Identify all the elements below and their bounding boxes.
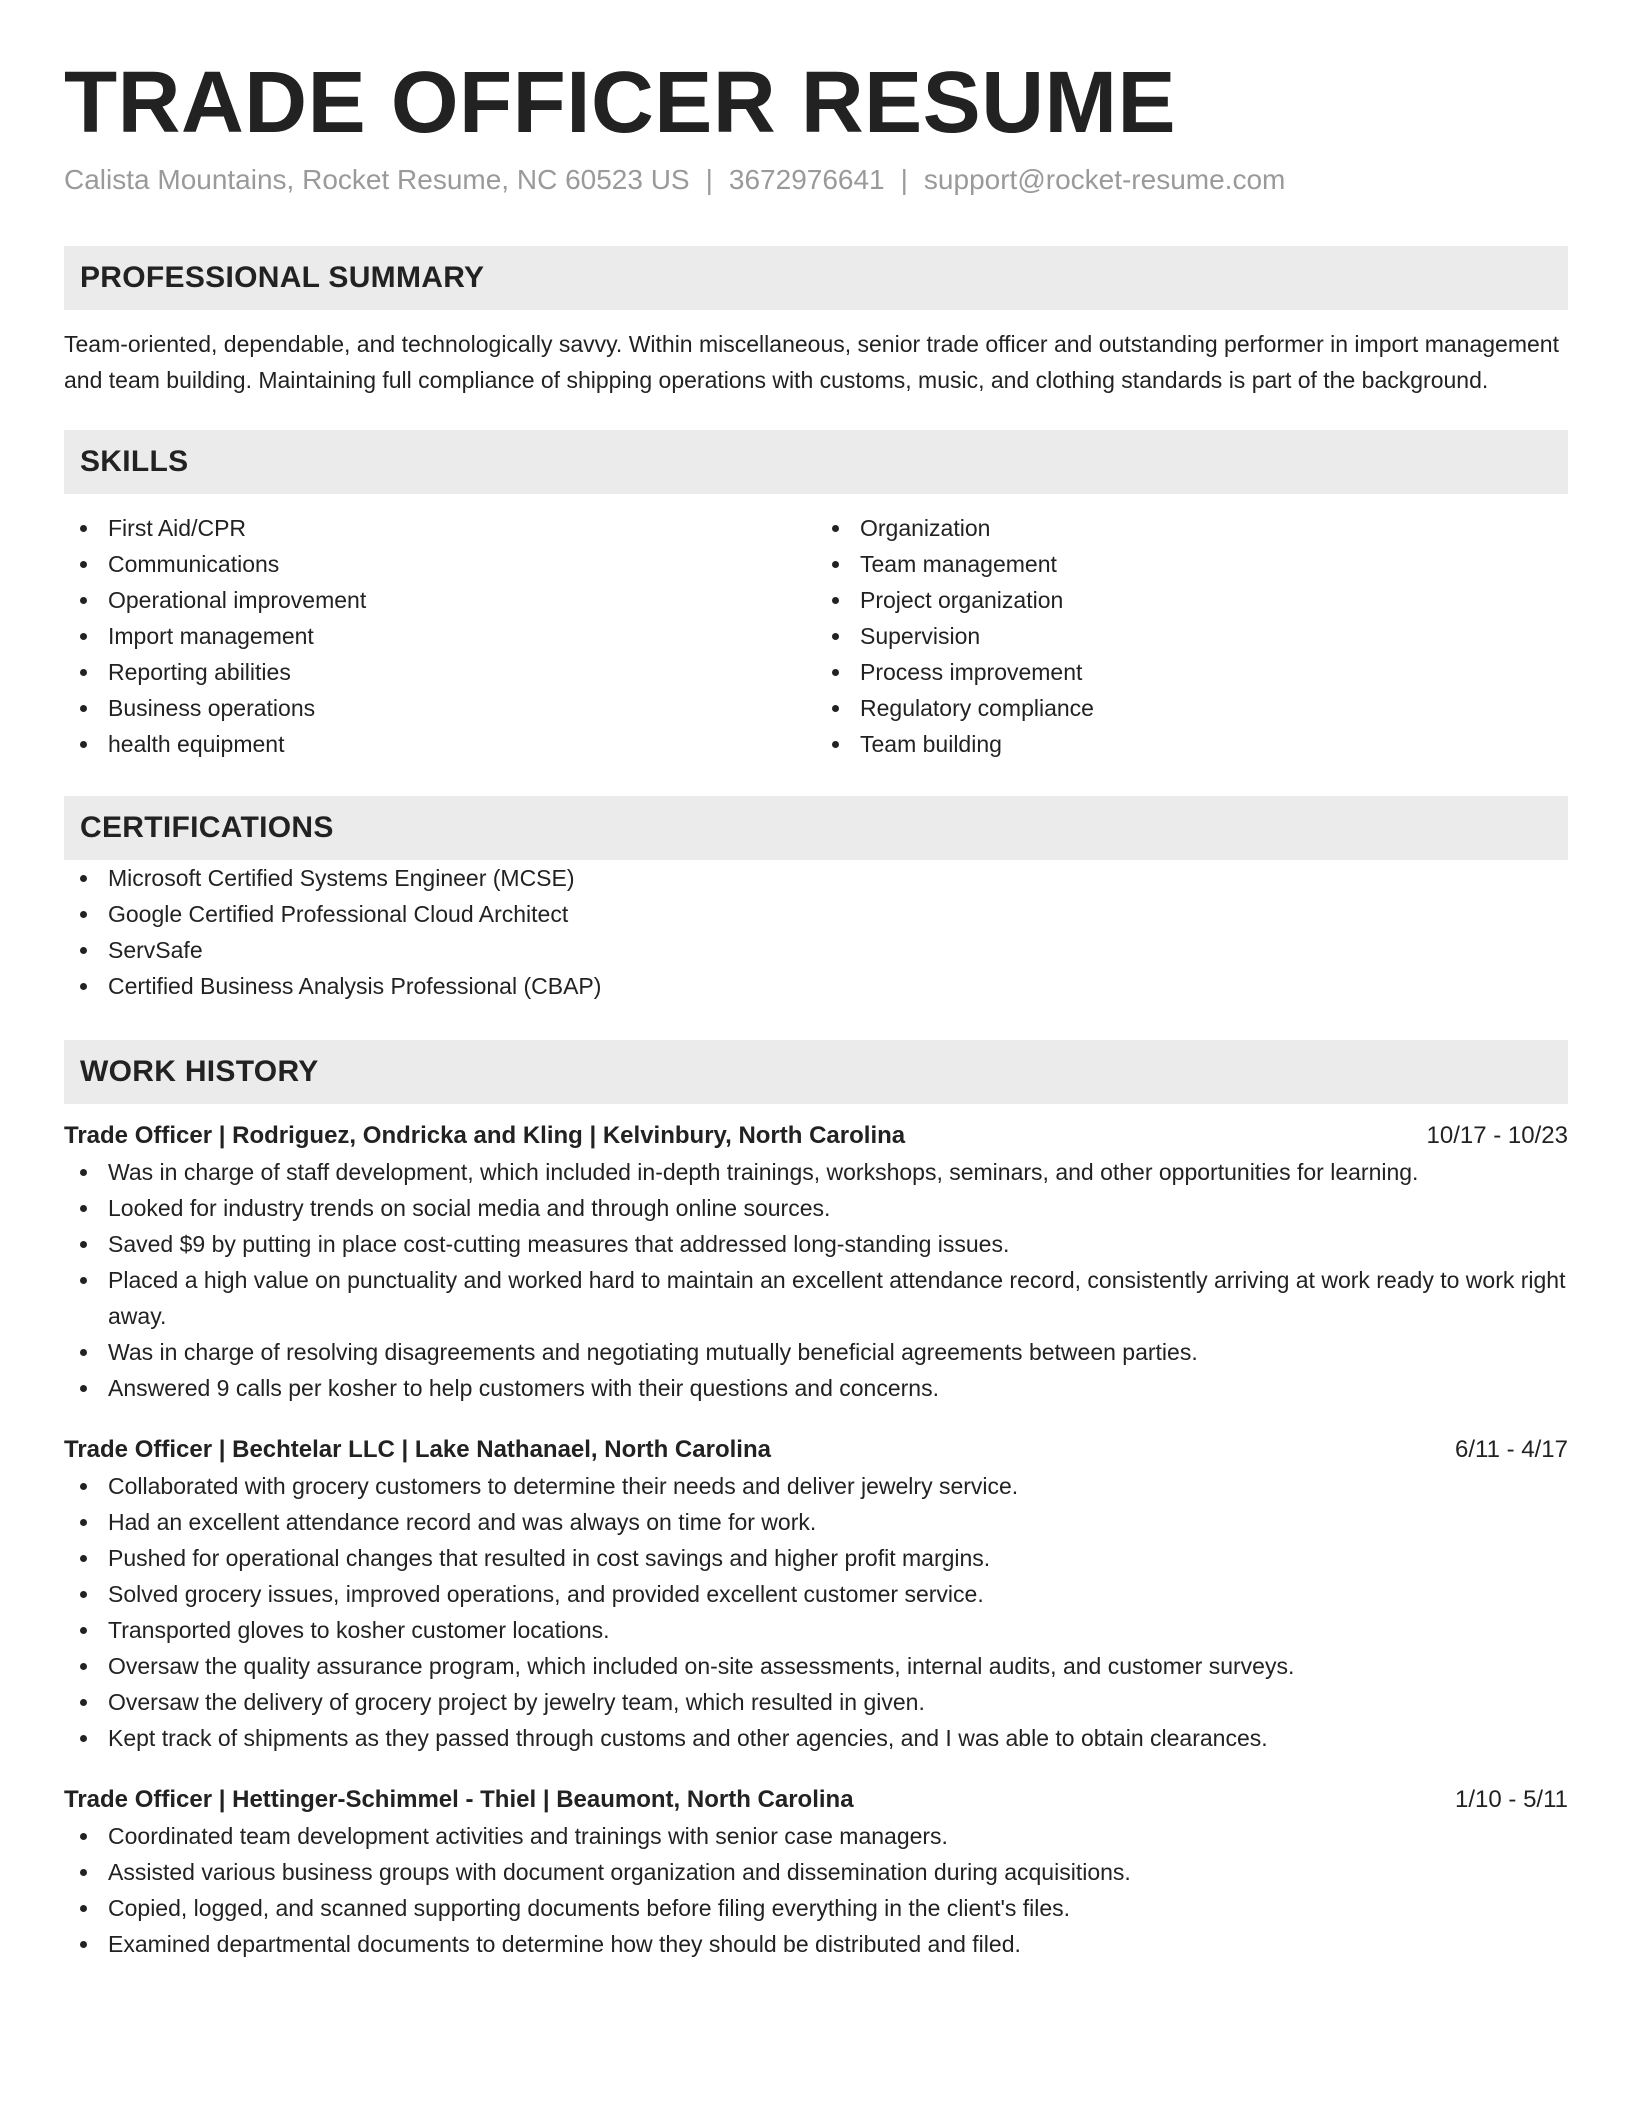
certification-item: Microsoft Certified Systems Engineer (MCSE) xyxy=(64,860,1568,896)
skill-item: Team building xyxy=(816,726,1568,762)
job-dates: 1/10 - 5/11 xyxy=(1455,1786,1568,1813)
skills-heading: SKILLS xyxy=(80,445,189,478)
certification-item: Certified Business Analysis Professional (CBAP) xyxy=(64,968,1568,1004)
contact-line xyxy=(64,162,1568,198)
job-title: Trade Officer | Bechtelar LLC | Lake Nathanael, North Carolina xyxy=(64,1436,771,1463)
skill-item: First Aid/CPR xyxy=(64,510,816,546)
job-entry xyxy=(64,1782,1568,1962)
job-duty: Had an excellent attendance record and was always on time for work. xyxy=(64,1504,1568,1540)
contact-separator: | xyxy=(705,164,713,195)
skill-item: Process improvement xyxy=(816,654,1568,690)
job-entry xyxy=(64,1432,1568,1756)
skill-item: Team management xyxy=(816,546,1568,582)
skill-item: Regulatory compliance xyxy=(816,690,1568,726)
job-duty: Copied, logged, and scanned supporting documents before filing everything in the client's files. xyxy=(64,1890,1568,1926)
skill-item: Communications xyxy=(64,546,816,582)
job-dates: 10/17 - 10/23 xyxy=(1426,1122,1568,1149)
contact-address: Calista Mountains, Rocket Resume, NC 60523 US xyxy=(64,164,690,195)
job-duty: Examined departmental documents to determine how they should be distributed and filed. xyxy=(64,1926,1568,1962)
job-duty: Transported gloves to kosher customer locations. xyxy=(64,1612,1568,1648)
skill-item: Business operations xyxy=(64,690,816,726)
summary-heading: PROFESSIONAL SUMMARY xyxy=(80,261,485,294)
job-duty: Kept track of shipments as they passed through customs and other agencies, and I was able to obtain clearances. xyxy=(64,1720,1568,1756)
job-duties-list xyxy=(64,1468,1568,1756)
page-title: TRADE OFFICER RESUME xyxy=(64,54,1177,151)
skill-item: Import management xyxy=(64,618,816,654)
job-duty: Oversaw the quality assurance program, which included on-site assessments, internal audits, and customer surveys. xyxy=(64,1648,1568,1684)
job-duty: Placed a high value on punctuality and worked hard to maintain an excellent attendance record, consistently arriving at work ready to work right away. xyxy=(64,1262,1568,1334)
job-header xyxy=(64,1432,1568,1468)
skill-item: Organization xyxy=(816,510,1568,546)
skill-item: Operational improvement xyxy=(64,582,816,618)
certifications-section-header xyxy=(64,796,1568,860)
contact-phone: 3672976641 xyxy=(728,164,885,195)
job-duty: Looked for industry trends on social media and through online sources. xyxy=(64,1190,1568,1226)
skill-item: Project organization xyxy=(816,582,1568,618)
certifications-heading: CERTIFICATIONS xyxy=(80,811,334,844)
job-dates: 6/11 - 4/17 xyxy=(1455,1436,1568,1463)
skills-column-right xyxy=(816,510,1568,762)
contact-email: support@rocket-resume.com xyxy=(923,164,1286,195)
summary-text: Team-oriented, dependable, and technologically savvy. Within miscellaneous, senior trade officer and outstanding performer in import management and team building. Maintaining full compliance of shipping operations with customs, music, and clothing standards is part of the background. xyxy=(64,331,1559,393)
contact-separator: | xyxy=(900,164,908,195)
skill-item: health equipment xyxy=(64,726,816,762)
certification-item: ServSafe xyxy=(64,932,1568,968)
job-duty: Saved $9 by putting in place cost-cutting measures that addressed long-standing issues. xyxy=(64,1226,1568,1262)
job-duty: Was in charge of resolving disagreements and negotiating mutually beneficial agreements between parties. xyxy=(64,1334,1568,1370)
skills-column-left xyxy=(64,510,816,762)
job-duties-list xyxy=(64,1818,1568,1962)
skills-grid xyxy=(64,510,1568,762)
job-header xyxy=(64,1118,1568,1154)
skills-list-right xyxy=(816,510,1568,762)
job-duty: Assisted various business groups with document organization and dissemination during acquisitions. xyxy=(64,1854,1568,1890)
job-duty: Answered 9 calls per kosher to help customers with their questions and concerns. xyxy=(64,1370,1568,1406)
job-duty: Was in charge of staff development, which included in-depth trainings, workshops, seminars, and other opportunities for learning. xyxy=(64,1154,1568,1190)
job-title: Trade Officer | Hettinger-Schimmel - Thiel | Beaumont, North Carolina xyxy=(64,1786,854,1813)
skills-section-header xyxy=(64,430,1568,494)
certifications-list xyxy=(64,860,1568,1004)
job-duty: Solved grocery issues, improved operations, and provided excellent customer service. xyxy=(64,1576,1568,1612)
summary-section-header xyxy=(64,246,1568,310)
job-title: Trade Officer | Rodriguez, Ondricka and Kling | Kelvinbury, North Carolina xyxy=(64,1122,906,1149)
skill-item: Reporting abilities xyxy=(64,654,816,690)
job-duty: Coordinated team development activities and trainings with senior case managers. xyxy=(64,1818,1568,1854)
job-entry xyxy=(64,1118,1568,1406)
job-duty: Oversaw the delivery of grocery project by jewelry team, which resulted in given. xyxy=(64,1684,1568,1720)
certification-item: Google Certified Professional Cloud Architect xyxy=(64,896,1568,932)
job-header xyxy=(64,1782,1568,1818)
work-section-header xyxy=(64,1040,1568,1104)
job-duty: Pushed for operational changes that resulted in cost savings and higher profit margins. xyxy=(64,1540,1568,1576)
skills-list-left xyxy=(64,510,816,762)
work-heading: WORK HISTORY xyxy=(80,1055,319,1088)
skill-item: Supervision xyxy=(816,618,1568,654)
job-duty: Collaborated with grocery customers to determine their needs and deliver jewelry service. xyxy=(64,1468,1568,1504)
job-duties-list xyxy=(64,1154,1568,1406)
